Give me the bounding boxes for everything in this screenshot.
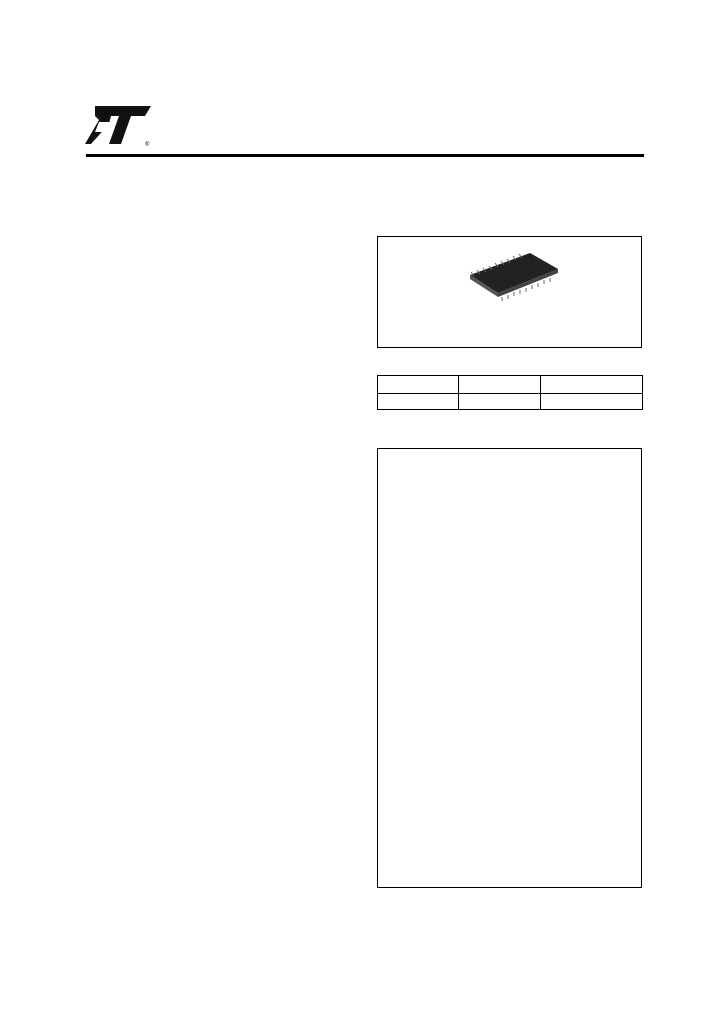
svg-text:®: ® bbox=[145, 142, 150, 148]
col-t-and-r bbox=[541, 376, 643, 394]
cell-tube bbox=[459, 394, 541, 410]
header-rule bbox=[86, 154, 644, 157]
col-package bbox=[378, 376, 459, 394]
cell-t-and-r bbox=[541, 394, 643, 410]
package-box bbox=[377, 236, 642, 348]
table-row bbox=[378, 394, 643, 410]
pin-connection-diagram bbox=[378, 449, 641, 887]
col-tube bbox=[459, 376, 541, 394]
st-logo bbox=[85, 102, 153, 148]
tssop-package-image bbox=[466, 247, 566, 305]
cell-package bbox=[378, 394, 459, 410]
order-codes-table bbox=[377, 375, 643, 410]
pin-connection-box bbox=[377, 448, 642, 888]
